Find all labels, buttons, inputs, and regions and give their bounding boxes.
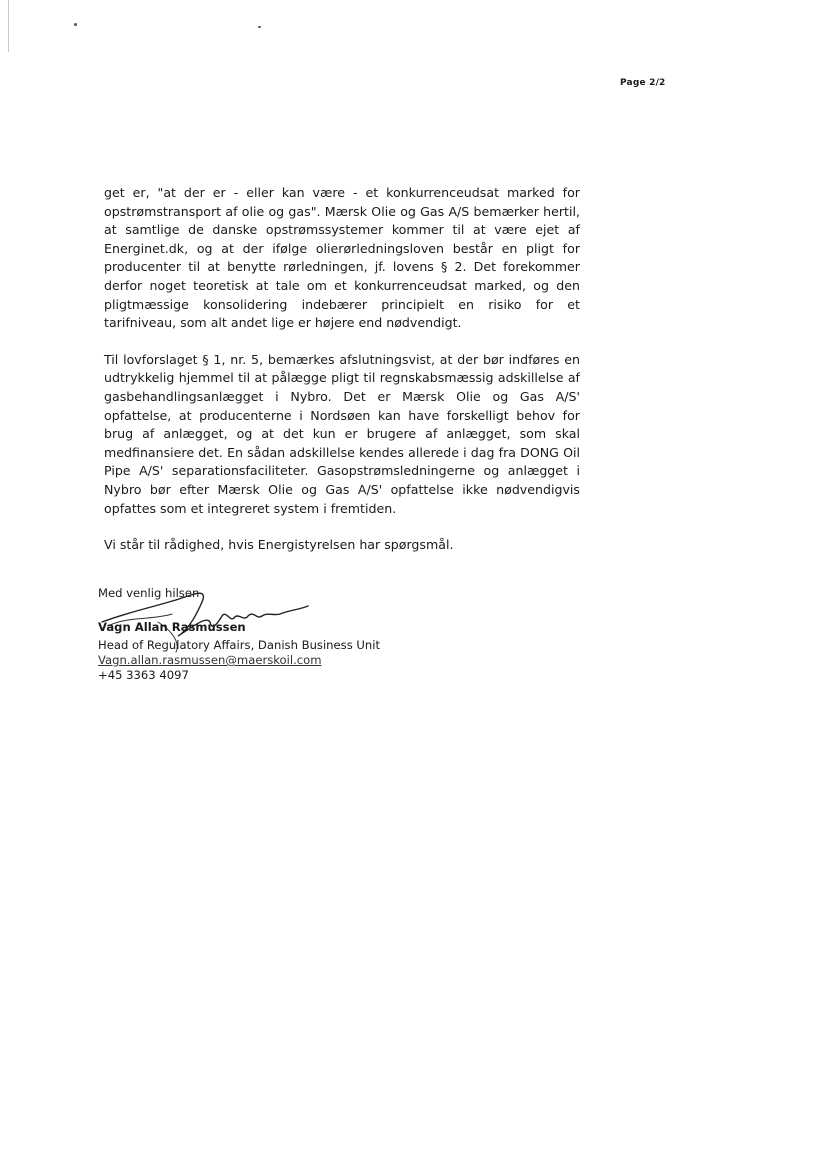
signer-name: Vagn Allan Rasmussen [98, 620, 246, 634]
signer-phone: +45 3363 4097 [98, 668, 189, 682]
paragraph: get er, "at der er - eller kan være - et konkurrenceudsat marked for opstrømstransport af olie og gas". Mærsk Olie og Gas A/S bemærker hertil, at samtlige de danske opstrømssystemer kommer til at være ejet af Energinet.dk, og at der ifølge olierørledningsloven består en pligt for producenter til at benytte rørledningen, jf. lovens § 2. Det forekommer derfor noget teoretisk at tale om et konkurrenceudsat marked, og den pligtmæssige konsolidering indebærer principielt en risiko for et tarifniveau, som alt andet lige er højere end nødvendigt. [104, 185, 580, 331]
letter-body [104, 184, 580, 554]
scan-speck [74, 23, 77, 26]
closing-sentence: Vi står til rådighed, hvis Energistyrelsen har spørgsmål. [104, 537, 454, 553]
signer-title: Head of Regulatory Affairs, Danish Business Unit [98, 638, 381, 652]
signer-email-link[interactable]: Vagn.allan.rasmussen@maerskoil.com [98, 653, 322, 667]
paragraph: Til lovforslaget § 1, nr. 5, bemærkes afslutningsvist, at der bør indføres en udtrykkelig hjemmel til at pålægge pligt til regnskabsmæssig adskillelse af gasbehandlingsanlægget i Nybro. Det er Mærsk Olie og Gas A/S' opfattelse, at producenterne i Nordsøen kan have forskelligt behov for brug af anlægget, og at det kun er brugere af anlægget, som skal medfinansiere det. En sådan adskillelse kendes allerede i dag fra DONG Oil Pipe A/S' separationsfaciliteter. Gasopstrømsledningerne og anlægget i Nybro bør efter Mærsk Olie og Gas A/S' opfattelse ikke nødvendigvis opfattes som et integreret system i fremtiden. [104, 351, 580, 516]
page-number: Page 2/2 [620, 78, 666, 88]
scan-speck [258, 26, 261, 28]
signature-block [98, 586, 518, 686]
scan-edge-mark [8, 0, 9, 52]
greeting: Med venlig hilsen [98, 586, 200, 600]
